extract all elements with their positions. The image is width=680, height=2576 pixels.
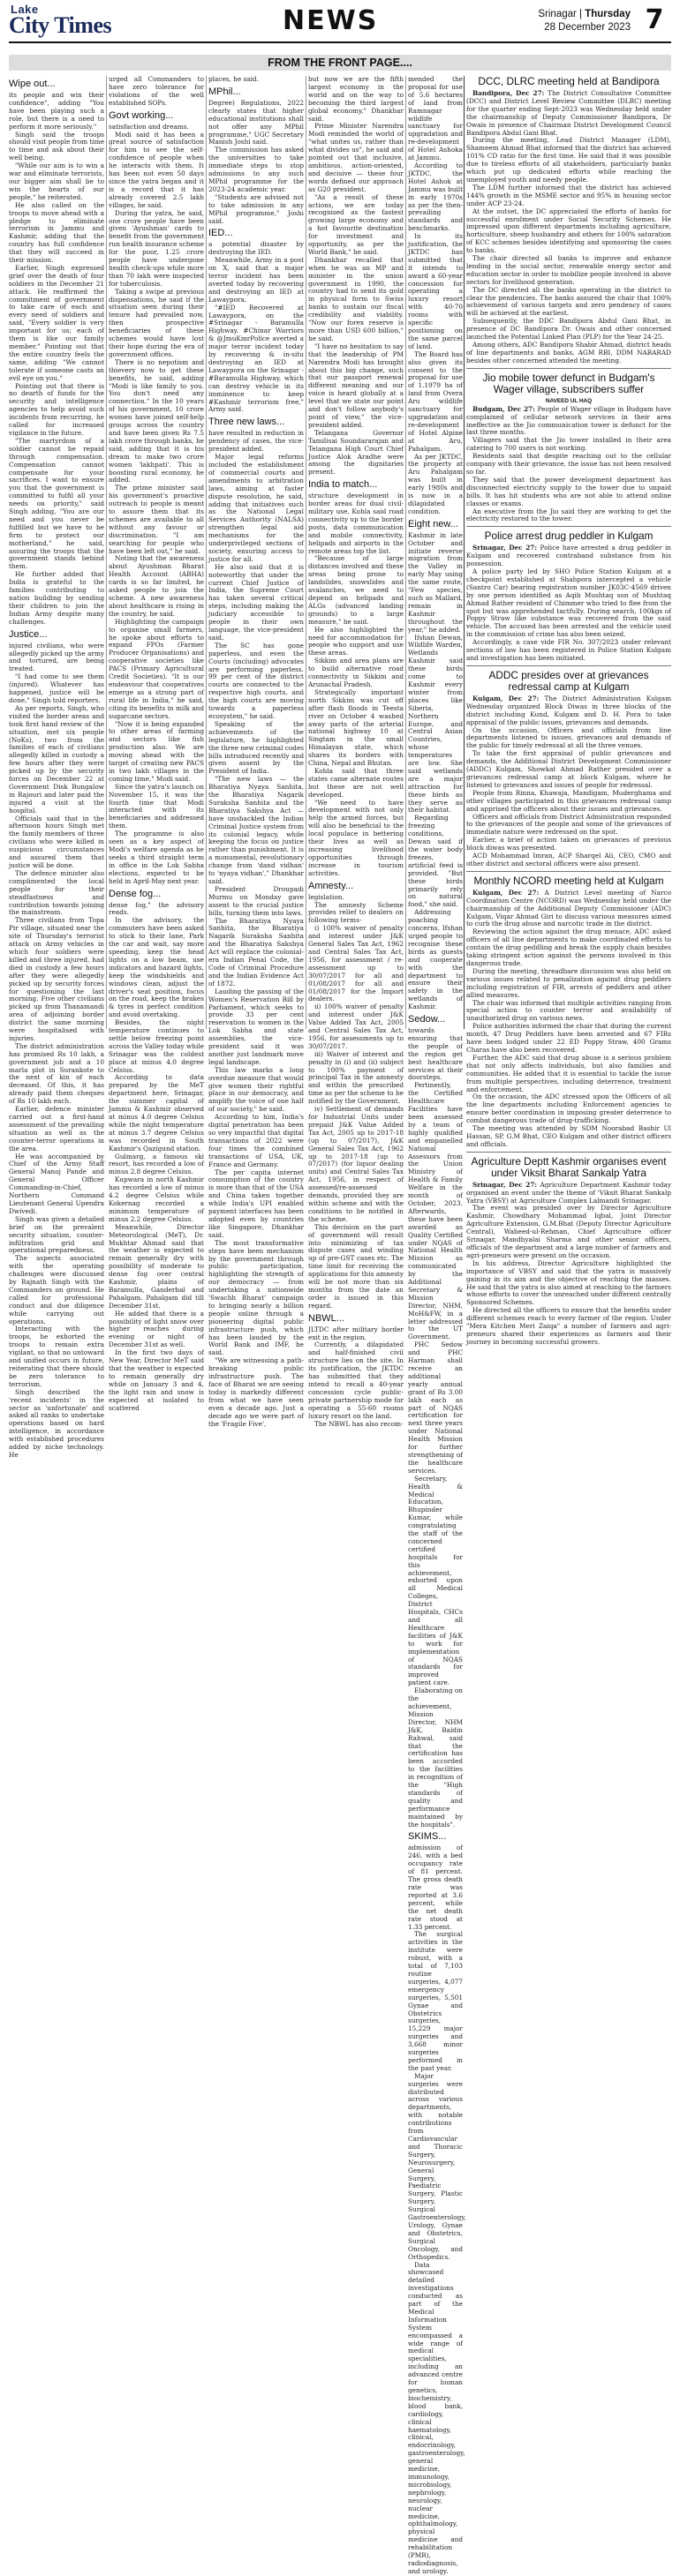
- paragraph: iv) Settlement of demands for Industrial Units under prepaid J&K Value Added Tax Act, 2005 up to 2017-18 (up to 07/2017), J&K General Sales Tax Act, 1962 up to 2017-18 (up to 07/2017) (for liquor dealing units) and Central Sales Tax Act, 1956, in respect of assessed/re-assessed demands, provided they are within scheme and with the conditions to be notified in the scheme.: [308, 1105, 404, 1223]
- paragraph: Among others, ADC Bandipora Shabir Ahmad, district heads of line departments and banks, AGM RBI, DDM NABARAD besides other concerned attended the meeting.: [466, 341, 671, 364]
- paragraph: Police authorities informed the chair that during the current month, 47 Drug Peddlers have been arrested and 67 FIRs have been lodged under 22 ED Poppy Straw, 400 Grams Charas have also been recovered.: [466, 1022, 671, 1054]
- column-4: [308, 75, 404, 1428]
- paragraph: Kashmir in late October and initiate reverse migration from the Valley in early May using the same route, "Few species, such as Mallard, remain in Kashmir throughout the year," he added.: [408, 530, 463, 634]
- paragraph: The SC has gone paperless, and even the Courts (including) advocates are performing paperless. 99 per cent of the district courts are connected to the respective high courts, and the high courts are moving towards a paperless ecosystem," he said.: [208, 641, 304, 720]
- paragraph: have resulted in reduction in pendency of cases, the vice-president added.: [208, 429, 304, 454]
- paragraph: The prime minister said his government's proactive outreach to people is meant to assure them that its schemes are available to all without any favour or discrimination. "I am searching for people who have been left out," he said.: [109, 484, 204, 555]
- paragraph: During the meeting, Lead District Manager (LDM), Shameem Ahmad Bhat informed that the district has achieved 101% CD ratio for the first time. He said that it was possible due to tireless efforts of all stakeholders, particularly banks which put up dedicated efforts while reaching the unemployed youth and needy people.: [466, 136, 671, 184]
- paragraph: He directed all the officers to ensure that the benefits under different schemes reach to every farmer of the region. Under "Mera Kitchen Meri Zaiqa" a number of farmers and agri-preneurs shared their experiences as farmers and their journey in becoming successful growers.: [466, 1306, 671, 1346]
- paragraph: Addressing poaching concerns, Ifshan urged people to recognise these birds as guests and cooperate with the department to ensure their safety in the wetlands of Kashmir.: [408, 908, 463, 1011]
- paragraph: The most transformative steps have been mechanism by the government through public participation, highlighting the strength of our democracy — from undertaking a nationwide 'Swachh Bharat' campaign to bringing nearly a billion people online through a pioneering digital public infrastructure push, which has been lauded by the World Bank and IMF, he said.: [208, 1238, 304, 1357]
- article-headline: ADDC presides over at grievances redressal camp at Kulgam: [488, 668, 649, 693]
- column-2: [109, 75, 204, 1412]
- paragraph: The commission has asked the universities to take immediate steps to stop admissions to any such MPhil programme for the 2023-24 academic year.: [208, 146, 304, 193]
- paragraph: People of Wager village in Budgam have complained of cellular network services in their area ineffective as the Jio communication tower is defunct for the last three months.: [466, 404, 671, 437]
- paragraph: admission of 246, with a bed occupancy rate of 81 percent. The gross death rate was reported at 3.6 percent, while the net death rate stood at 1.33 percent.: [408, 1844, 463, 1931]
- paragraph: The aspects associated with the operating challenges were discussed by Rajnath Singh with the Commanders on ground. He called for professional conduct and due diligence while carrying out operations.: [9, 1254, 104, 1326]
- paragraph: Regarding freezing conditions, Dewan said if the water body freezes, artificial feed is provided. "But these birds primarily rely on natural food," she said.: [408, 814, 463, 909]
- paragraph: "I have no hesitation to say that the leadership of PM Narendra Modi has brought about this big change, such that our passport renewal different meaning and our voice is heard globally at a level that we state our point and don't follow anybody's point of view," the vice-president added.: [308, 342, 404, 429]
- jump-head: Three new laws...: [208, 417, 285, 428]
- paragraph: Modi said it has been a great source of satisfaction for him to see the self-confidence of people when he interacts with them. It has been not even 50 days since the yatra began and it is a record that it has already covered 2.5 lakh villages, he said.: [109, 130, 204, 209]
- paragraph: "Students are advised not to take admission in any MPhil programme," Joshi said.: [208, 192, 304, 225]
- paragraph: On the occasion, Officers and officials from line departments listened to issues, grievances and demands of the public for timely redressal at all the three venues.: [466, 725, 671, 750]
- paragraph: Dhankhar recalled that when he was an MP and minister in the union government in 1990, the country had to send its gold in physical form to Swiss banks to sustain our fiscal credibility and viability. "Now our forex reserve is more than USD 600 billion," he said.: [308, 255, 404, 342]
- article-body: [466, 90, 671, 365]
- paragraph: Secretary, Health & Medical Education, Bhupinder Kumar, while congratulating the staff of the concerned certified hospitals for this achievement, exhorted upon all Medical Colleges, District Hospitals, CHCs and all Healthcare facilities of J&K to work for implementation of NQAS standards for improved patient care.: [408, 1474, 463, 1687]
- paragraph: but now we are the fifth largest economy in the world and on the way to becoming the third largest global economy," Dhankhar said.: [308, 75, 404, 123]
- paragraph: According to JKTDC, the Hotel Ashok at Jammu was built in early 1970s as per the then-prevailing standards and benchmarks.: [408, 161, 463, 233]
- paragraph: Degree) Regulations, 2022 clearly states that higher educational institutions shall not offer any MPhil programme," UGC Secretary Manish Joshi said.: [208, 98, 304, 146]
- paragraph: Highlighting the campaign to organise small farmers, he spoke about efforts to expand FPOs (Farmer Producer Organisations) and cooperative societies like PACS (Primary Agricultural Credit Societies). "It is our endeavour that cooperatives emerge as a strong part of rural life in India," he said, citing its benefits in milk and sugarcane sectors.: [109, 617, 204, 720]
- article-headline: Police arrest drug peddler in Kulgam: [484, 529, 654, 543]
- paragraph: As per reports, Singh, who visited the border areas and took first hand review of the situation, met six people (NoKs), two from the families of each of civilians allegedly killed in custody a few hours after they were picked up by the security forces on December 22 at Government Disk Bungalow in Rajouri and later paid the injured a visit at the hospital.: [9, 703, 104, 815]
- section-title: NEWS: [283, 5, 379, 36]
- paragraph: The meeting was attended by SDM Noorabad Bashir Ul Hassan, SP, G.M Bhat, CEO Kulgam and other district officers and officials.: [466, 1124, 671, 1148]
- paragraph: Major surgeries were distributed across various departments, with notable contributions from Cardiovascular and Thoracic Surgery, Neurosurgery, General Surgery, Paediatric Surgery, Plastic Surgery, Surgical Gastroenterology, Urology, Gynae and Obstetrics, Surgical Oncology, and Orthopedics.: [408, 2071, 466, 2261]
- paragraph: towards ensuring that the people of the region get best healthcare services at their doorsteps.: [408, 1026, 463, 1082]
- paragraph: To take the first appraisal of public grievances and demands, the Additional District Development Commissioner (ADDC) Kulgam, Showkat Ahmad Rather presided over a grievances redressal camp at block Kulgam, where he listened to grievances and issues of people for redressal.: [466, 749, 671, 789]
- jump-head: NBWL...: [308, 1312, 344, 1324]
- paragraph: ACD Mohammad Imran, ACP Sharqel Ali, CEO, CMO and other district and sectoral officers were also present.: [466, 852, 671, 867]
- masthead-rule: [9, 41, 671, 43]
- article-dateline: Kulgam, Dec 27:: [472, 694, 540, 702]
- article-dateline: Kulgam, Dec 27:: [472, 888, 540, 897]
- jump-head: Wipe out...: [9, 79, 56, 89]
- article-headline: Agriculture Deptt Kashmir organises event under Viksit Bharat Sankalp Yatra: [471, 1154, 667, 1179]
- paragraph: Pointing out that there is no dearth of funds for the security and intelligence agencies to help avoid such incidents from recurring, he called for increased vigilance in the future.: [9, 381, 104, 437]
- paragraph: "The martyrdom of a soldier cannot be repaid through compensation. Compensation cannot compensate for your sacrifices. I want to ensure you that the government is committed to fulfil all your needs on priority," said Singh adding, "You are our need and you never be fulfilled but we have to be firm to protect our motherland," he said, assuring the troops that the government stands behind them.: [9, 436, 104, 571]
- paragraph: Lauding the passing of the Women's Reservation Bill by Parliament, which seeks to provide 33 per cent reservation to women in the Lok Sabha and state assemblies, the vice-president said it was another just landmark move legal landscape.: [208, 987, 304, 1066]
- paragraph: dense fog," the advisory reads.: [109, 900, 204, 917]
- paragraph: Since the yatra's launch on November 15, it was the fourth time that Modi interacted with its beneficiaries and addressed them.: [109, 782, 204, 830]
- article-addc-grievances: [466, 665, 671, 868]
- paragraph: Officials said that in the afternoon hours Singh met the family members of three civilians who were killed in suspicious circumstances and assured them that justice will be done.: [9, 814, 104, 869]
- column-divider: [206, 76, 207, 1029]
- column-3: [208, 75, 305, 1428]
- paragraph: A District Level meeting of Narco Coordination Centre (NCORD) was Wednesday held under the chairmanship of the Additional Deputy Commissioner (ADC) Kulgam, Viqar Ahmad Giri to discuss various measures aimed to curb the drug abuse and narcotic trade in the district.: [466, 888, 671, 928]
- paragraph: Pertinently, the Certified Healthcare Facilities have been assessed by a team of highly qualified and empanelled National Assessors from the Union Ministry of Health & Family Welfare in the month of October, 2023. Afterwards, these have been awarded as Quality Certified under NQAS of National Health Mission as communicated by the Additional Secretary & Mission Director, NHM, MoH&FW, in a letter addressed to the UT Government.: [408, 1081, 463, 1341]
- article-drug-peddler: [466, 526, 671, 663]
- paragraph: Telangana Governor Tamilisai Soundararajan and Telangana High Court Chief Justice Alok Aradhe were among the dignitaries present.: [308, 428, 404, 477]
- paragraph: iii) Waiver of interest and penalty in (i) and (ii) subject to 100% payment of principal Tax in the amnesty and within the prescribed time as per the scheme to be notified by the Government.: [308, 1049, 404, 1106]
- paragraph: The District Administration Kulgam Wednesday organized Block Diwas in three blocks of the district including Kund, Kulgam and D. H. Pora to take appraisal of the public issues, grievances and demands.: [466, 694, 671, 726]
- paragraph: Taking a swipe at previous dispensations, he said if the situation seen during their tenure had prevailed now, then prospective beneficiaries of these schemes would have lost their hope during the era of government offices.: [109, 287, 204, 358]
- edition-weekday: Thursday: [585, 9, 631, 19]
- paragraph: Elaborating on the achievement, Mission Director, NHM J&K, Baldin Rahwal, said that the certification has been accorded to the facilities in recognition of the "High standards of quality and performance maintained by the hospitals".: [408, 1686, 463, 1829]
- paragraph: This law marks a long overdue measure that would give women their rightful place in our democracy, and amplify the voice of one half of our society," he said.: [208, 1065, 304, 1114]
- paragraph: Three civilians from Topa Pir village, situated near the site of Thursday's terrorist attack on Army vehicles in which four soldiers were killed and three injured, had died in custody a few hours after they were allegedly picked up by security forces for questioning the last morning. Five other civilians picked up from Thanamandi area of adjoining border district the same morning were hospitalised with injuries.: [9, 916, 104, 1042]
- paragraph: They said that the power development department has disconnected electricity supply to the tower due to unpaid bills. It has hit students who are not able to attend online classes or exams.: [466, 475, 671, 507]
- paragraph: Gulmarg, a famous ski resort, has recorded a low of minus 2.8 degree Celsius.: [109, 1152, 204, 1176]
- paragraph: A police party led by SHO Police Station Kulgam at a checkpoint established at Shahpora intercepted a vehicle (Santro Car) bearing registration number JK03C-4569 driven by one person identified as Aqib Mushtaq son of Mushtaq Ahmad Rather resident of Chimmer who tried to flee from the spot but was apprehended tactfully. During search, 100kgs of Poppy Straw like substance was recovered from the said vehicle. The accused has been arrested and the vehicle used in the commission of crime has also been seized.: [466, 567, 671, 639]
- paragraph: satisfaction and dreams.: [109, 122, 189, 131]
- paragraph: Officers and officials from District Administration responded to the grievances of the people and some of the grievances of immediate nature were redressed on the spot.: [466, 812, 671, 837]
- paragraph: Singh said the troops should visit people from time to time and ask about their well being.: [9, 130, 104, 162]
- paragraph: People from Rinna, Khawaja, Mandigam, Muderghama and other villages participated in this grievances redressal camp and apprised the officers about their issues and grievances.: [466, 788, 671, 813]
- paragraph: "As a result of these actions, we are today recognised as the fastest growing large economy and a hot favourite destination for investment and opportunity, as per the World Bank," he said.: [308, 192, 404, 256]
- article-body: [466, 695, 671, 868]
- paragraph: The NBWL has also recom-: [314, 1419, 404, 1428]
- paragraph: Sikkim and area plans are to build alternative road connectivity in Sikkim and Arunachal Pradesh.: [308, 657, 404, 688]
- jump-head: MPhil...: [208, 86, 241, 97]
- newspaper-logo: [9, 3, 132, 41]
- paragraph: injured civilians, who were allegedly picked up the army and tortured, are being treated.: [9, 641, 104, 673]
- paragraph: Major legal reforms included the establishment of commercial courts and amendments to arbitration laws, aiming at faster dispute resolution, he said, adding that initiatives such as the National Legal Services Authority (NALSA) strengthen legal aid mechanisms for the underprivileged sections of society, ensuring access to justice for all.: [208, 453, 304, 563]
- article-body: [466, 406, 671, 524]
- paragraph: "Because of large distances involved and these areas being prone to landslides, snowslides and avalanches, we need to depend on helipads and ALGs (advanced landing grounds) to a large measure," he said.: [308, 554, 404, 626]
- paragraph: This decision on the part of government will result into minimizing of tax dispute cases and winding up of pre-GST cases etc. The time limit for receiving the applications for this amnesty will be not more than six months from the date an order is issued in this regard.: [308, 1222, 404, 1310]
- jump-head: India to match...: [308, 479, 378, 491]
- paragraph: "Now it is being expanded to other areas of farming and sectors like fish production also. We are moving ahead with the target of creating new PACS in two lakh villages in the coming time," Modi said.: [109, 719, 204, 783]
- paragraph: He also highlighted the need for accommodation for people who support and use these areas.: [308, 625, 404, 657]
- paragraph: Currently, a dilapidated and half-finished civil structure lies on the site. In its justification, the JKTDC has submitted that they intend to recall a 40-year concession cycle public-private partnership mode for operating a 55-60 rooms luxury resort on the land.: [308, 1341, 404, 1420]
- paragraph: According to data prepared by the MeT department here, Srinagar, the summer capital of Jammu & Kashmir observed at minus 4.0 degree Celsius while the night temperature at minus 3.7 degree Celsius was recorded in South Kashmir's Qazigund station.: [109, 1073, 204, 1153]
- paragraph: legislation.: [308, 892, 344, 901]
- paragraph: He added that there is a possibility of light snow over higher reaches during evening or night of December 31st as well.: [109, 1309, 204, 1349]
- article-dateline: Srinagar, Dec 27:: [472, 1180, 538, 1189]
- paragraph: ii) 100% waiver of penalty and interest under J&K Value Added Tax Act, 2005 and Central Sales Tax Act, 1956, for assessments up to 30/07/2017.: [308, 1003, 404, 1050]
- article-body: [466, 1182, 671, 1347]
- paragraph: "#IED Recovered at Lawaypora, on the #Srinagar - Baramulla Highway. #Chinar Warriors & @JmuKmrPolice averted a major terror incident today by recovering & in-situ destroying an IED at Lawaypora on the Srinagar - #Baramulla Highway, which can destroy vehicle in its imminence to keep #Kashmir terrorism free," Army said.: [208, 303, 304, 414]
- paragraph: Villagers said that the Jio tower installed in their area catering to 700 users is not working.: [466, 436, 671, 453]
- paragraph: "While our aim is to win a war and eliminate terrorists, our bigger aim shall be to win the hearts of our people," he reiterated.: [9, 161, 104, 201]
- paragraph: An executive from the Jio said they are working to get the electricity restored to the tower.: [466, 507, 671, 523]
- jump-head: Eight new...: [408, 518, 458, 529]
- paragraph: Strategically important north Sikkim was cut off after flash floods in Teesta river on October 4 washed away parts of the arterial national highway 10 at Singtam in the small Himalayan state, which shares its borders with China, Nepal and Bhutan.: [308, 687, 404, 768]
- paragraph: Subsequently, the DDC Bandipora Abdul Gani Bhat, in presence of DC Bandipora Dr. Owais and other concerned launched the Potential Linked Plan (PLP) for the Year 24-25.: [466, 317, 671, 342]
- column-divider: [464, 76, 465, 1029]
- paragraph: Police have arrested a drug peddler in Kulgam and recovered contraband substance from his possession.: [466, 544, 671, 568]
- edition-place: Srinagar |: [538, 9, 586, 19]
- paragraph: Residents said that despite reaching out to the cellular company with their grievance, the issue has not been resolved so far.: [466, 452, 671, 476]
- paragraph: The defence minister also complimented the local people for their steadfastness and contribution towards joining the mainstream.: [9, 868, 104, 917]
- paragraph: According to him, India's digital penetration has been so very impactful that digital transactions of 2022 were four times the combined transactions of USA, UK, France and Germany.: [208, 1113, 304, 1168]
- logo-top-text: Lake: [11, 3, 39, 16]
- jump-head: IED...: [208, 228, 233, 239]
- paragraph: Earlier, defence minister carried out a first-hand assessment of the prevailing situation as well as the counter-terror operations in the area.: [9, 1105, 104, 1153]
- column-divider: [405, 76, 406, 1029]
- paragraph: Meanwhile, Director Meteorological (MeT), Dr. Mukhtar Ahmad said that the weather is expected to remain generally dry with possibility of moderate to dense fog over central Kashmir, plains of Baramulla, Ganderbal and Pahalgam. Pahalgam did till December 31st.: [109, 1222, 204, 1310]
- column-1: [9, 76, 104, 1459]
- paragraph: The LDM further informed that the district has achieved 144% growth in the MSME sector and 95% in housing sector under ACP 23-24.: [466, 183, 671, 207]
- article-dateline: Budgam, Dec 27:: [472, 404, 535, 413]
- paragraph: Reviewing the action against the drug menace, ADC asked officers of all line departments to make coordinated efforts to contain the drug peddling and break the supply chain besides taking stringent action against the persons involved in this dangerous trade.: [466, 928, 671, 967]
- paragraph: Besides, the night temperature continues to settle below freezing point across the Valley today while Srinagar was the coldest place at minus 4.0 degree Celsius.: [109, 1018, 204, 1074]
- article-dateline: Bandipora, Dec 27:: [472, 89, 545, 97]
- jump-head: Sedow...: [408, 1014, 446, 1025]
- paragraph: He also called on the troops to move ahead with a pledge to eliminate terrorism in Jammu and Kashmir, adding that the country has full confidence that they will succeed in their mission.: [9, 200, 104, 265]
- paragraph: In its justification, the JKTDC has submitted that it intends to award a 60-year concession for operating a luxury resort with 40-70 rooms with specific positioning on the same parcel of land.: [408, 232, 463, 350]
- paragraph: Data showcased detailed investigations conducted as part of the Medical Information System encompassed a wide range of medical specialities, including an advanced centre for human genetics, biochemistry, blood bank, cardiology, clinical haematology, clinical, endocrinology, gastroenterology, general medicine, immunology, microbiology, nephrology, neurology, nuclear medicine, ophthalmology, physical medicine and rehabilitation (PMR), radiodiagnosis, and urology.: [408, 2260, 465, 2575]
- paragraph: The Bharatiya Nyaya Sanhita, the Bharatiya Nagarik Suraksha Sanhita and the Bharatiya Sakshya Act will replace the colonial-era Indian Penal Code, the Code of Criminal Procedure and the Indian Evidence Act of 1872.: [208, 916, 304, 988]
- article-body: [466, 890, 671, 1149]
- paragraph: structure development in border areas for dual civil-military use, Kohla said road connectivity up to the border posts, data communication and mobile connectivity, helipads and airports in the remote areas top the list.: [308, 492, 404, 555]
- paragraph: President Droupadi Murmu on Monday gave assent to the crucial justice bills, turning them into laws.: [208, 884, 304, 917]
- paragraph: There is no nepotism and thievery now to get these benefits, he said, adding "Modi is like family to you. You don't need any connection." In the 10 years of his government, 10 crore women have joined self-help groups across the country and have been given Rs 7.5 lakh crore through banks, he said, adding that it is his dream to make two crore women 'lakhpati'. This is boosting rural economy, he added.: [109, 357, 204, 484]
- jump-head: Amnesty...: [308, 880, 354, 891]
- logo-main-text: City Times: [9, 12, 112, 38]
- paragraph: Ifshan Dewan, Wildlife Warden, Wetlands Kashmir said these birds come to Kashmir every winter from places like Siberia, Northern Europe, and Central Asian Countries, whose temperatures are low. She said wetlands are a major attraction for these birds as they serve as their habitat.: [408, 633, 463, 815]
- paragraph: Agriculture Department Kashmir today organised an event under the theme of 'Viksit Bharat Sankalp Yatra (VBSY) at Agriculture Complex Lalmandi Srinagar.: [466, 1180, 671, 1205]
- front-page-banner-text: FROM THE FRONT PAGE....: [268, 56, 412, 69]
- edition-dateline: [538, 8, 631, 34]
- paragraph: "We are witnessing a path-breaking public infrastructure push. The face of Bharat we are seeing today is markedly different from what we have seen even a decade ago. Just a decade ago we were part of the 'Fragile Five',: [208, 1356, 304, 1428]
- article-body: [466, 544, 671, 663]
- paragraph: i) 100% waiver of penalty and interest under J&K General Sales Tax Act, 1962 and Central Sales Tax Act, 1956, for assessment / re-assessment up to 30/07/2017 for all and 01/08/2017 for all and 01/08/2017 for the Import dealers.: [308, 924, 404, 1003]
- paragraph: In the advisory, the commuters have been asked to stick to their lane, Park the car and wait, say more speeding, keep the head lights on a low beam, use indicators and hazard lights, keep the windshields and windows clean, adjust the driver's seat position, focus on the road, keep the brakes & tyres in perfect condition and avoid overtaking.: [109, 916, 204, 1019]
- article-agriculture-vbsy: [466, 1152, 671, 1347]
- jump-head: Justice...: [9, 628, 48, 640]
- paragraph: Accordingly, a case vide FIR No. 307/2023 under relevant sections of law has been registered in Police Station Kulgam and investigation has been initiated.: [466, 638, 671, 662]
- paragraph: The District Consultative Committee (DCC) and District Level Review Committee (DLRC) meeting for the quarter ending Sept-2023 was Wednesday held under the chairmanship of Deputy Commissioner Bandipora, Dr Owais in presence of Chairman District Development Council Bandipora Abdul Gani Bhat.: [466, 89, 671, 137]
- paragraph: Further, the ADC said that drug abuse is a serious problem that not only affects individuals, but also families and communities. He added that it is essential to tackle the issue from multiple perspectives, including deterrence, treatment and enforcement.: [466, 1053, 671, 1093]
- jump-head: Dense fog...: [109, 888, 162, 899]
- paragraph: places, he said.: [208, 75, 259, 83]
- paragraph: Kupwara in north Kashmir has recorded a low of minus 4.2 degree Celsius while Kokernag recorded a minimum temperature of minus 2.2 degree Celsius.: [109, 1175, 204, 1223]
- article-dcc-dlrc: [466, 76, 671, 365]
- paragraph: "The new laws — the Bharatiya Nyaya Sanhita, the Bharatiya Nagarik Suraksha Sanhita and the Bharatiya Sakshya Act — have unshackled the Indian Criminal Justice system from its colonial legacy, while keeping the focus on justice rather than punishment. It is a monumental, revolutionary change from 'dand vidhan' to 'nyaya vidhan'," Dhankhar said.: [208, 775, 304, 885]
- paragraph: The amnesty Scheme provides relief to dealers on following terms-: [308, 900, 404, 925]
- jump-head: SKIMS...: [408, 1831, 447, 1843]
- article-dateline: Srinagar, Dec 27:: [472, 544, 538, 552]
- paragraph: JLTDC after military border exit in the region.: [308, 1325, 404, 1341]
- paragraph: mended the proposal for use of 5.6 hectares of land from Ramnagar wildlife sanctuary for upgradation and re-development of Hotel Ashoka at Jammu.: [408, 75, 463, 162]
- paragraph: Earlier, Singh expressed grief over the death of four soldiers in the December 21 attack. He reaffirmed the commitment of government to take care of each and every need of soldiers and said, "Every soldier is very important for us; each of them is like our family member." Pointing out that the entire country feels the same, adding "We cannot tolerate if someone casts an evil eye on you.": [9, 263, 104, 382]
- paragraph: "I had come to see them (injured). Whatever has happened, justice will be done," Singh told reporters.: [9, 672, 104, 704]
- paragraph: The programme is also seen as a key aspect of Modi's welfare agenda as he seeks a third straight term in office in the Lok Sabha elections, expected to be held in April-May next year.: [109, 830, 204, 885]
- paragraph: The chair directed all banks to improve and enhance lending in the social sector, renewable energy sector and education sector in order to mobilize people involved in above sectors for livelihood generation.: [466, 254, 671, 286]
- front-page-banner: [9, 55, 671, 71]
- article-headline: DCC, DLRC meeting held at Bandipora: [478, 75, 660, 87]
- page-number: 7: [645, 4, 664, 35]
- article-ncord-meeting: [466, 871, 671, 1149]
- paragraph: Singh described the 'recent incidents' in the sector as 'unfortunate' and asked all ranks to undertake operations based on hard intelligence, in accordance with established procedures added by niche technology. He: [9, 1387, 104, 1459]
- paragraph: The DC directed all the banks operating in the district to clear the pendencies. The banks assured the chair that 100% achievement of various targets and zero pendency of cases will be achieved at the earliest.: [466, 285, 671, 318]
- article-byline: NAVEED UL HAQ: [545, 397, 593, 404]
- paragraph: During the meeting, threadbare discussion was also held on various issues related to penalization against drug peddlers including registration of FIR, arrests of peddlers and other allied measures.: [466, 966, 671, 999]
- paragraph: In his address, Director Agriculture highlighted the importance of VBSY and said that the yatra is massively gaining in its aim and the objective of reaching the masses. He said that the yatra is also aimed at reaching to the farmers whose efforts to cover the unreached under different centrally Sponsored Schemes.: [466, 1258, 671, 1307]
- paragraph: Kohla said that three states came alternate routes but these are not well developed.: [308, 766, 404, 799]
- masthead: [0, 0, 680, 42]
- paragraph: At the outset, the DC appreciated the efforts of banks for successful enrolment under Social Security Schemes. He impressed upon different departments including agriculture, horticulture, sheep husbandry and others for 100% saturation of KCC schemes besides identifying and sponsoring the cases to banks.: [466, 207, 671, 255]
- paragraph: "We need to have development with not only help the armed forces, but will also be beneficial to the local populace in bettering their lives as well as increasing livelihood opportunities through increase in tourism activities.: [308, 798, 404, 877]
- paragraph: Singh was given a detailed brief on the prevalent security situation, counter-infiltration grid and operational preparedness.: [9, 1214, 104, 1255]
- paragraph: The surgical activities in the institute were robust, with a total of 7,103 routine surgeries, 4,077 emergency surgeries, 5,501 Gynae and Obstetrics surgeries, 15,229 major surgeries and 3,668 minor surgeries performed in the past year.: [408, 1930, 463, 2072]
- article-headline: Monthly NCORD meeting held at Kulgam: [473, 874, 664, 887]
- paragraph: Earlier, a brief of action taken on grievances of previous block diwas was presented.: [466, 836, 671, 852]
- article-headline: Jio mobile tower defunct in Budgam's Wager village, subscribers suffer: [482, 371, 655, 395]
- paragraph: He also said that it is noteworthy that under the current Chief Justice of India, the Supreme Court has taken several critical steps, including making the judiciary accessible to people in their own language, the vice-president said.: [208, 562, 304, 642]
- paragraph: urged all Commanders to have zero tolerance for violations of the well established SOPs.: [109, 75, 204, 107]
- paragraph: Speaking of the achievements of the legislature, he highlighted the three new criminal codes bills introduced recently and given assent by the President of India.: [208, 719, 305, 776]
- column-5: [408, 75, 466, 2575]
- paragraph: The per capita internet consumption of the country is more than that of the USA and China taken together while India's UPI enabled payment interfaces has been adopted even by countries like Singapore, Dhankhar said.: [208, 1168, 304, 1239]
- paragraph: Prime Minister Narendra Modi reminded the world of "what unites us, rather than what divides us", he said and pointed out that inclusive, ambitious, action-oriented, and decisive — these four words defined our approach as G20 president.: [308, 122, 404, 193]
- paragraph: In the first two days of New Year, Director MeT said that the weather is expected to remain generally dry while on January 3 and 4, the light rain and snow is expected at isolated to scattered: [109, 1348, 204, 1412]
- paragraph: He was accompanied by Chief of the Army Staff General Manoj Pande and General Officer Commanding-in-Chief, Northern Command Lieutenant General Upendra Dwivedi.: [9, 1152, 104, 1215]
- paragraph: Interacting with the troops, he exhorted the troops to remain extra vigilant, so that no untoward and unified occurs in future, reiterating that there should be zero tolerance to terrorism.: [9, 1325, 104, 1388]
- paragraph: The event was presided over by Director Agriculture Kashmir, Chowdhary Mohammad Iqbal, Joint Director Agriculture Extension, G.M.Bhat (Deputy Director Agriculture Central), Waheed-ul-Rehman, Chief Agriculture officer Srinagar, Mandhyalai Sharma and other senior officers, officials of the department and a large number of farmers and agri-preneurs were present on the occasion.: [466, 1204, 671, 1259]
- paragraph: During the yatra, he said, one crore people have been given 'Ayushman' cards to benefit from the government run health insurance scheme for the poor, 1.25 crore people have undergone health check-ups while more than 70 lakh were inspected for tuberculosis.: [109, 208, 204, 288]
- jump-head: Govt working...: [109, 109, 174, 121]
- paragraph: its people and win their confidence", adding "You have been playing such a role, but there is a need to perform it more seriously.": [9, 91, 104, 131]
- paragraph: PHC Sedow and PHC Harman shall receive an additional yearly annual grant of Rs 3.00 lakh each as part of NQAS certification for next three years under National Health Mission for further strengthening of the healthcare services.: [408, 1341, 463, 1475]
- column-divider: [106, 76, 107, 1029]
- right-news-column: [466, 75, 671, 1346]
- paragraph: The chair was informed that multiple activities ranging from special action to counter terror and availability of unauthorized drug on various news.: [466, 998, 671, 1023]
- paragraph: The district administration has promised Rs 10 lakh, a government job and a 10 marla plot in Surankote to the next of kin of each deceased. Of this, it has already paid them cheques of Rs 10 lakh each.: [9, 1041, 104, 1106]
- paragraph: a potential disaster by destroying the IED.: [208, 240, 304, 257]
- paragraph: On the occasion, the ADC stressed upon the Officers of all the line departments including Enforcement agencies to ensure better coordination in imposing greater deterrence to combat dangerous trade of drug-trafficking.: [466, 1093, 671, 1125]
- paragraph: Meanwhile, Army in a post on X, said that a major terror incident has been averted today by recovering and destroying an IED at Lawaypora.: [208, 256, 304, 304]
- edition-date: 28 December 2023: [544, 22, 631, 33]
- paragraph: As per JKTDC, the property at Aru Pahalgam was built in early 1980s and is now in a dilapidated condition.: [408, 452, 463, 515]
- paragraph: The Board has also given its consent to the proposal for use of 1.1979 ha of land from Overa Aru wildlife sanctuary for upgradation and re-development of Hotel Alpine at Aru, Pahalgam.: [408, 349, 463, 453]
- article-jio-tower: [466, 368, 671, 524]
- paragraph: He further added that India is grateful to the families contributing to nation building by sending their children to join the Indian Army despite many challenges.: [9, 570, 104, 626]
- paragraph: Noting that the awareness about Ayushman Bharat Health Account (ABHA) cards is so far limited, he asked people to join the scheme. A new awareness about healthcare is rising in the country, he said.: [109, 554, 204, 618]
